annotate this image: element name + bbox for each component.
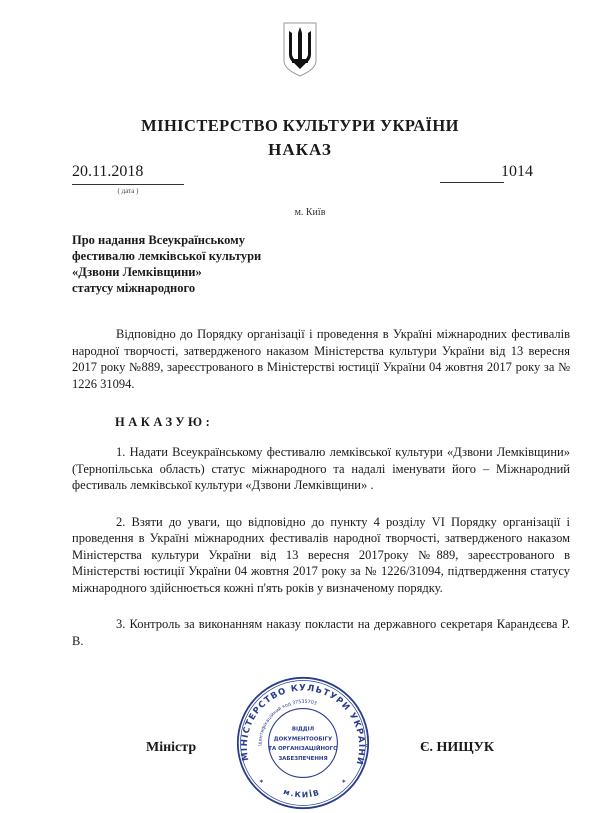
order-item-1: 1. Надати Всеукраїнському фестивалю лемківської культури «Дзвони Лемківщини» (Тернопільська область) статус міжнародного та надалі іменувати його – Міжнародний фестиваль лемківської культури «Дзвони Лемківщини» .: [72, 445, 570, 492]
signer-name: Є. НИЩУК: [420, 740, 495, 755]
stamp-center-line: ТА ОРГАНІЗАЦІЙНОГО: [268, 746, 338, 753]
stamp-outer-text: МІНІСТЕРСТВО КУЛЬТУРИ УКРАЇНИ: [239, 683, 367, 767]
date-caption: ( дата ): [117, 187, 139, 195]
official-stamp: [236, 676, 370, 810]
order-date: 20.11.2018: [72, 163, 144, 180]
stamp-id-code: Ідентифікаційний код 37535703: [258, 699, 318, 747]
subject-line: «Дзвони Лемківщини»: [72, 265, 202, 279]
stamp-star-icon: *: [259, 777, 264, 787]
order-subject: [72, 232, 332, 296]
coat-of-arms-icon: [280, 19, 320, 79]
svg-text:м.КИЇВ: [282, 787, 321, 799]
subject-line: фестивалю лемківської культури: [72, 249, 262, 263]
document-body: [72, 232, 570, 649]
date-underline: [72, 184, 184, 185]
order-item-2: 2. Взяти до уваги, що відповідно до пункту 4 розділу VI Порядку організації і проведення в Україні міжнародних фестивалів народної творчості, затвердженого наказом Міністерства культури України від 13 вересня 2017року №889, зареєстрованого в Міністерстві юстиції України 04 жовтня 2017 року за № 1226/31094, підтвердження статусу міжнародного здійснюється кожні п'ять років у визначеному порядку.: [72, 514, 570, 595]
stamp-center-line: ВІДДІЛ: [291, 726, 315, 733]
order-item-3: 3. Контроль за виконанням наказу покласти на державного секретаря Карандєєва Р. В.: [72, 617, 570, 648]
number-underline: [440, 182, 504, 183]
preamble-paragraph: Відповідно до Порядку організації і проведення в Україні міжнародних фестивалів народної творчості, затвердженого наказом Міністерства культури України від 13 вересня 2017 року №889, зареєстрованого в Міністерстві юстиції України 04 жовтня 2017 року за № 1226 31094.: [72, 327, 570, 391]
stamp-center-line: ЗАБЕЗПЕЧЕННЯ: [278, 756, 328, 763]
order-number: 1014: [501, 163, 533, 180]
signature-title: Міністр: [146, 740, 197, 755]
city: м. Київ: [294, 207, 326, 218]
subject-line: Про надання Всеукраїнському: [72, 233, 245, 247]
order-heading: НАКАЗУЮ:: [115, 415, 214, 429]
stamp-star-icon: *: [341, 777, 346, 787]
stamp-center-line: ДОКУМЕНТООБІГУ: [273, 736, 333, 743]
stamp-city: м.КИЇВ: [282, 786, 322, 800]
subject-line: статусу міжнародного: [72, 281, 196, 295]
ministry-name: МІНІСТЕРСТВО КУЛЬТУРИ УКРАЇНИ: [141, 116, 459, 135]
document-type: НАКАЗ: [268, 140, 332, 159]
